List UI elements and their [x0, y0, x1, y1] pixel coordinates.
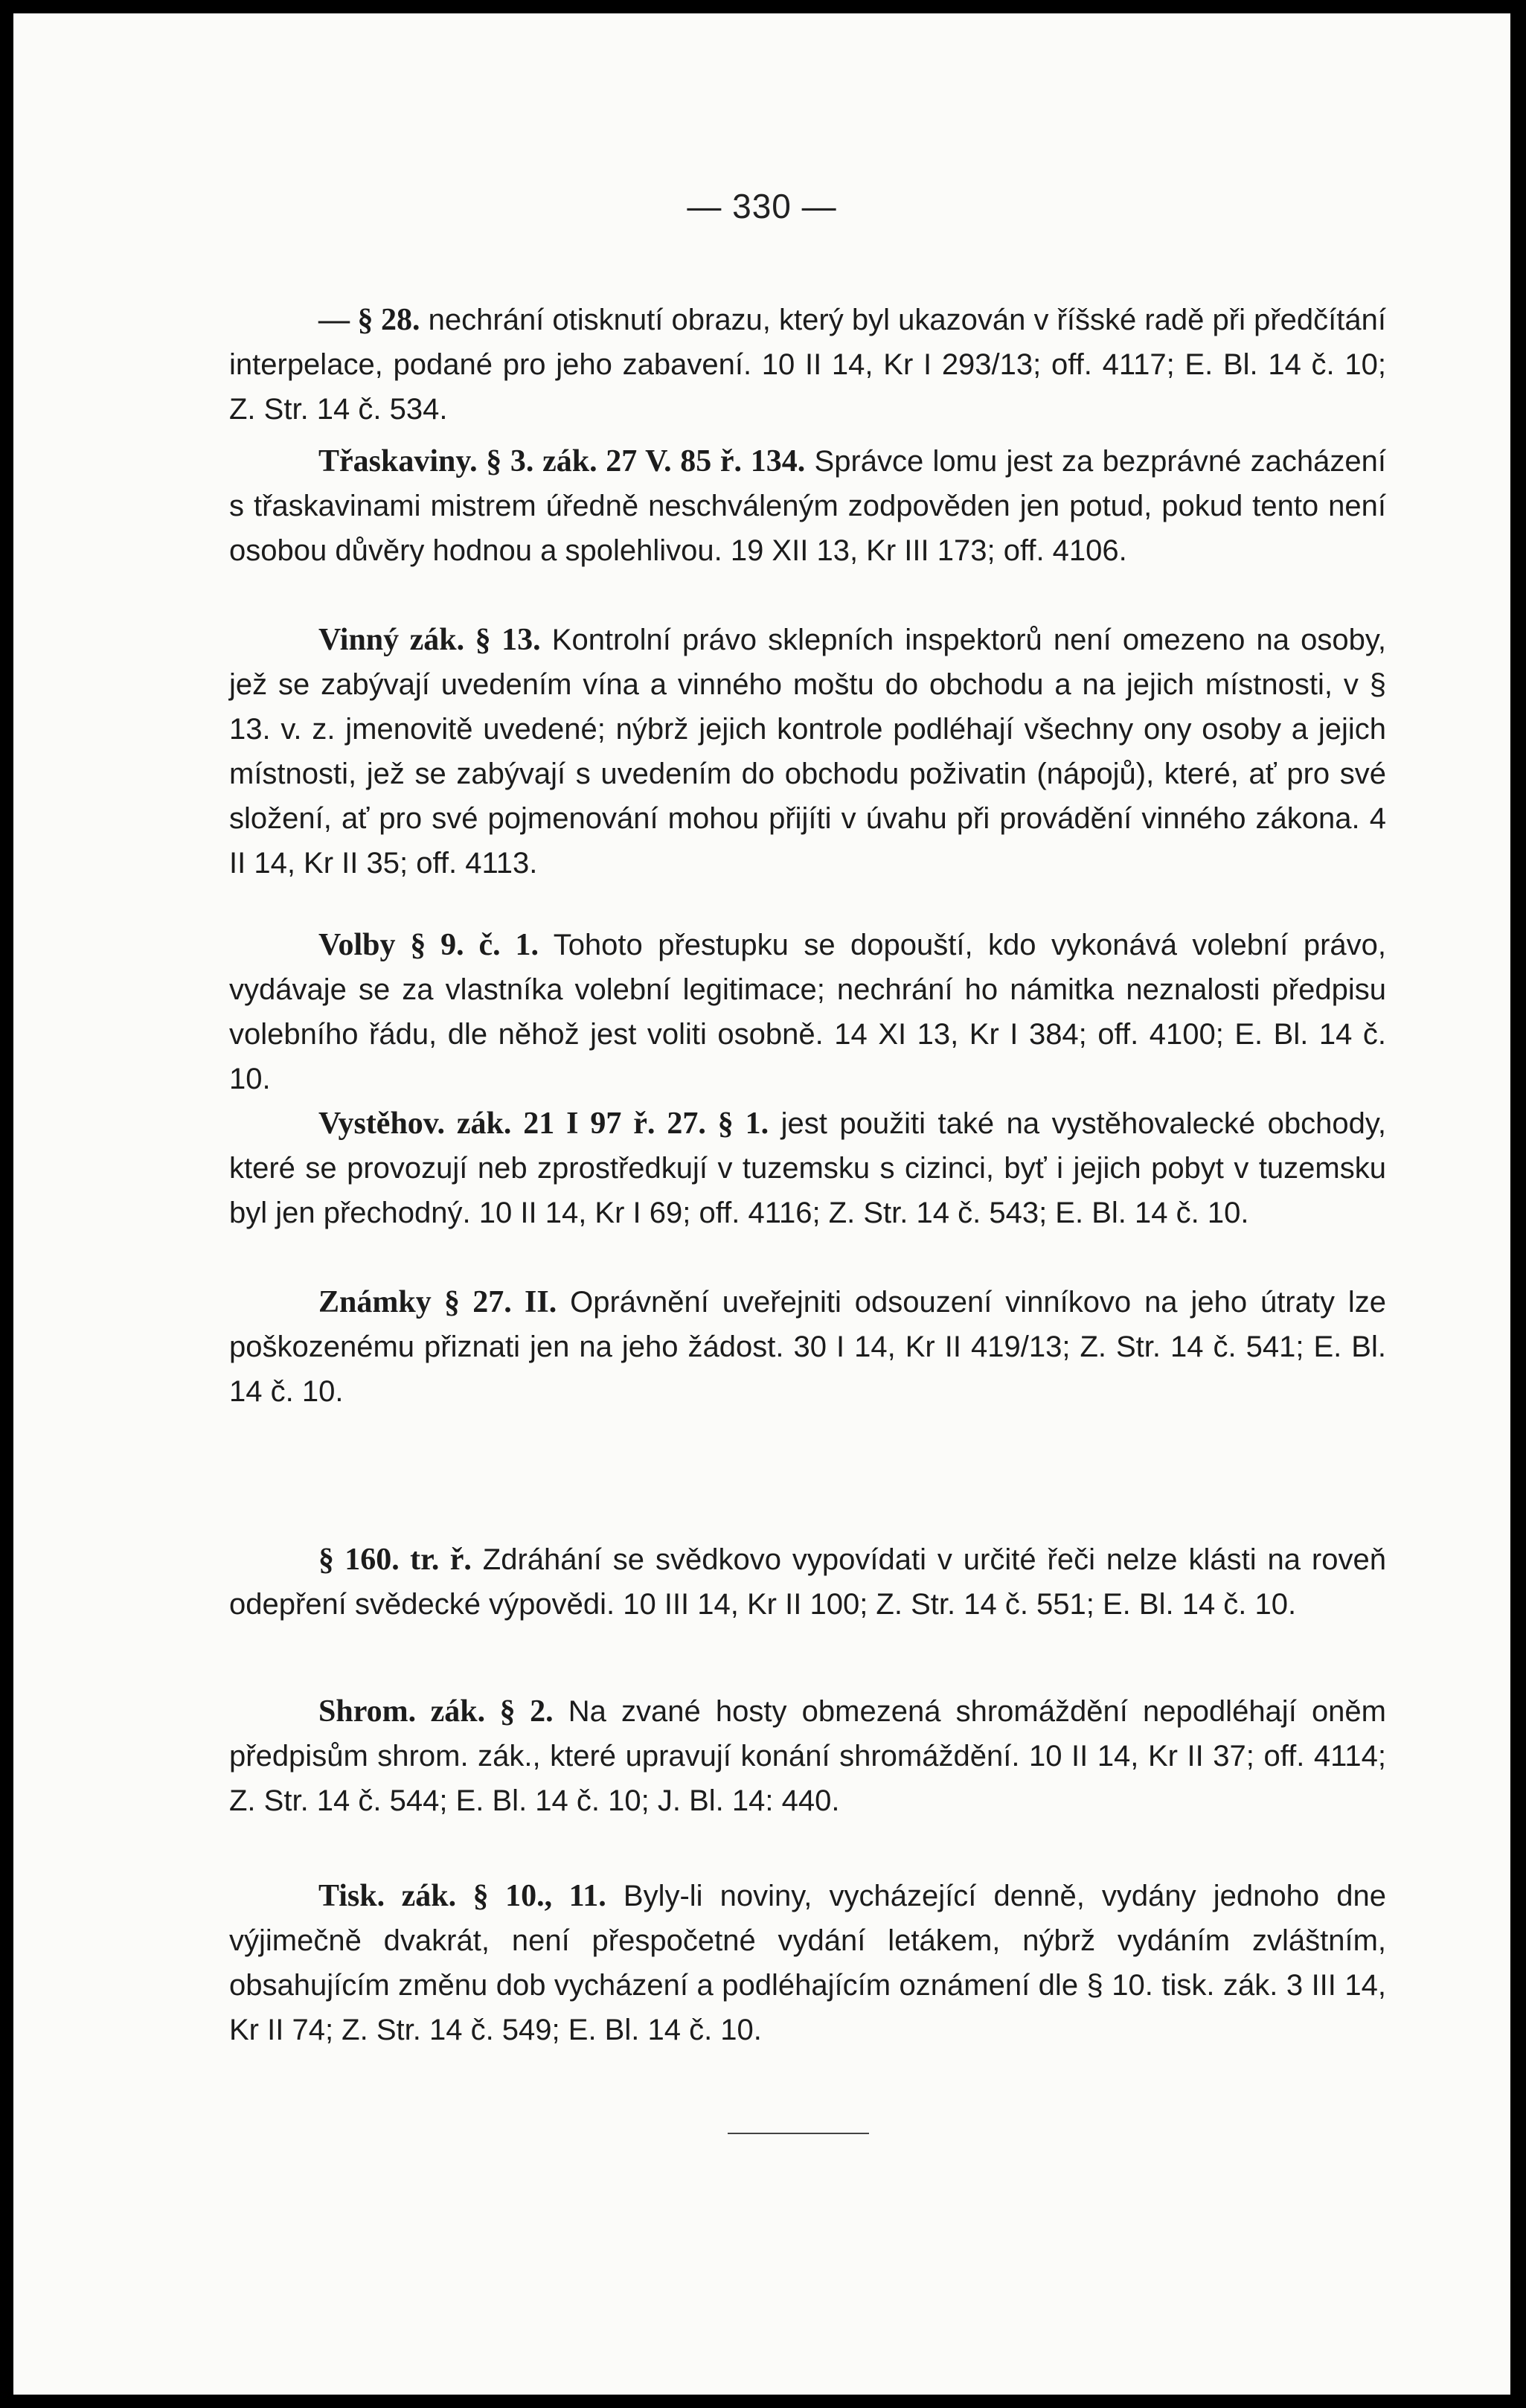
entry-volby — [229, 923, 1386, 1101]
entry-tisk-zak — [229, 1874, 1386, 2052]
entry-znamky — [229, 1280, 1386, 1414]
entry-160-tr-r — [229, 1537, 1386, 1627]
entry-text: Oprávnění uveřejniti odsouzení vinníkovo na jeho útraty lze poškozenému přiznati jen na jeho žádost. 30 I 14, Kr II 419/13; Z. Str. 14 č. 541; E. Bl. 14 č. 10. — [229, 1286, 1387, 1408]
entry-heading: § 160. tr. ř. — [318, 1543, 472, 1577]
entry-text: Zdráhání se svědkovo vypovídati v určité řeči nelze klásti na roveň odepření svědecké výpovědi. 10 III 14, Kr II 100; Z. Str. 14 č. 551; E. Bl. 14 č. 10. — [229, 1543, 1386, 1621]
entry-shrom-zak — [229, 1689, 1386, 1823]
entry-heading: Tisk. zák. § 10., 11. — [318, 1879, 606, 1913]
entry-heading: Vinný zák. § 13. — [318, 623, 541, 657]
entry-vystehov-zak — [229, 1101, 1386, 1235]
entry-heading: Známky § 27. II. — [318, 1285, 557, 1319]
entry-heading: Třaskaviny. § 3. zák. 27 V. 85 ř. 134. — [318, 444, 806, 478]
entry-text: Tohoto přestupku se dopouští, kdo vykonává volební právo, vydávaje se za vlastníka volební legitimace; nechrání ho námitka neznalosti předpisu volebního řádu, dle něhož jest voliti osobně. 14 XI 13, Kr I 384; off. 4100; E. Bl. 14 č. 10. — [229, 929, 1386, 1095]
entry-text: Správce lomu jest za bezprávné zacházení s třaskavinami mistrem úředně neschváleným zodpověden jen potud, pokud tento není osobou důvěry hodnou a spolehlivou. 19 XII 13, Kr III 173; off. 4106. — [229, 445, 1387, 567]
entry-text: Na zvané hosty obmezená shromáždění nepodléhají oněm předpisům shrom. zák., které upravují konání shromáždění. 10 II 14, Kr II 37; off. 4114; Z. Str. 14 č. 544; E. Bl. 14 č. 10; J. Bl. 14: 440. — [229, 1695, 1386, 1817]
entry-text: jest použiti také na vystěhovalecké obchody, které se provozují neb zprostředkují v tuzemsku s cizinci, byť i jejich pobyt v tuzemsku byl jen přechodný. 10 II 14, Kr I 69; off. 4116; Z. Str. 14 č. 543; E. Bl. 14 č. 10. — [229, 1107, 1387, 1229]
entry-paragraph-28 — [229, 298, 1386, 432]
entry-vinny-zak — [229, 618, 1386, 886]
entry-text: Byly-li noviny, vycházející denně, vydány jednoho dne výjimečně dvakrát, není přespočetné vydání letákem, nýbrž vydáním zvláštním, obsahujícím změnu dob vycházení a podléhajícím oznámení dle § 10. tisk. zák. 3 III 14, Kr II 74; Z. Str. 14 č. 549; E. Bl. 14 č. 10. — [229, 1880, 1386, 2046]
page-number: — 330 — — [687, 187, 837, 225]
entry-heading: — § 28. — [318, 303, 420, 337]
entry-heading: Volby § 9. č. 1. — [318, 928, 539, 962]
end-rule — [728, 2133, 869, 2134]
entry-traskaviny — [229, 439, 1386, 573]
entry-text: Kontrolní právo sklepních inspektorů není omezeno na osoby, jež se zabývají uvedením vína a vinného moštu do obchodu a na jejich místnosti, v § 13. v. z. jmenovitě uvedené; nýbrž jejich kontrole podléhají všechny ony osoby a jejich místnosti, jež se zabývají s uvedením do obchodu poživatin (nápojů), které, ať pro své složení, ať pro své pojmenování mohou přijíti v úvahu při provádění vinného zákona. 4 II 14, Kr II 35; off. 4113. — [229, 624, 1386, 880]
page — [13, 13, 1510, 2395]
entry-text: nechrání otisknutí obrazu, který byl ukazován v říšské radě při předčítání interpelace, podané pro jeho zabavení. 10 II 14, Kr I 293/13; off. 4117; E. Bl. 14 č. 10; Z. Str. 14 č. 534. — [229, 304, 1386, 426]
entry-heading: Vystěhov. zák. 21 I 97 ř. 27. § 1. — [318, 1107, 769, 1141]
entry-heading: Shrom. zák. § 2. — [318, 1694, 554, 1729]
